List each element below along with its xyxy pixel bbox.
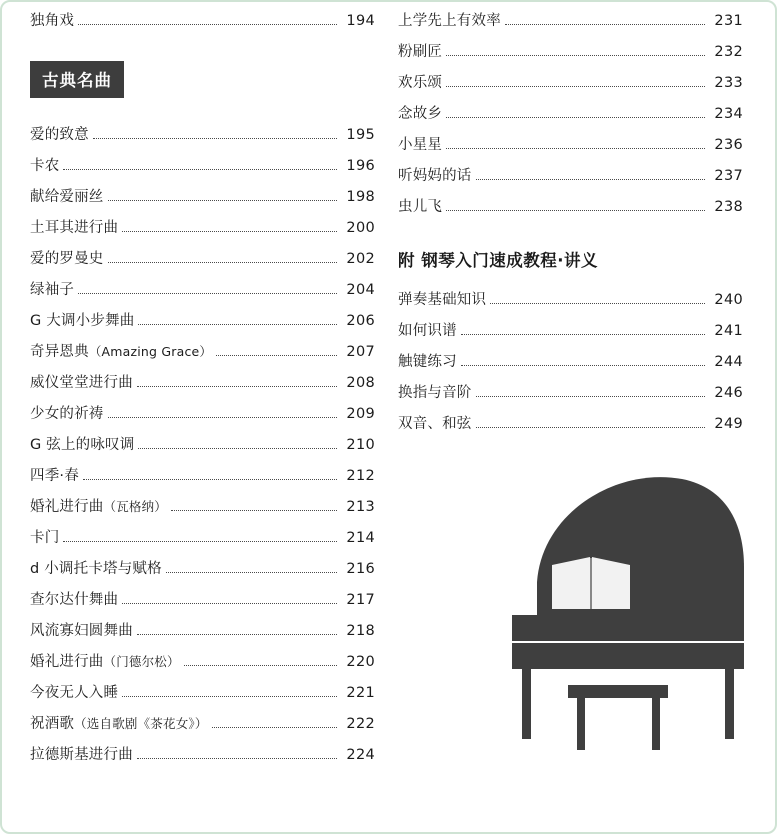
toc-entry-page: 222 (346, 716, 375, 733)
toc-leader-dots (461, 326, 705, 338)
toc-entry[interactable] (30, 492, 375, 523)
toc-entry-page: 233 (714, 75, 743, 92)
piano-case-front (512, 643, 744, 669)
piano-bench-leg-right (652, 698, 660, 750)
toc-leader-dots (78, 16, 337, 28)
toc-entry-title: 婚礼进行曲（门德尔松） (30, 654, 180, 671)
toc-entry-page: 240 (714, 292, 743, 309)
music-sheet (552, 557, 630, 609)
toc-entry[interactable] (398, 285, 743, 316)
toc-entry-title: 爱的罗曼史 (30, 251, 104, 268)
toc-entry[interactable] (30, 275, 375, 306)
toc-entry[interactable] (30, 616, 375, 647)
piano-keybed (512, 615, 744, 641)
toc-entry[interactable] (30, 554, 375, 585)
toc-entry-title: 祝酒歌（选自歌剧《茶花女》） (30, 716, 208, 733)
toc-entry-title: 今夜无人入睡 (30, 685, 119, 702)
toc-entry-title: 如何识谱 (398, 323, 457, 340)
toc-entry-page: 224 (346, 747, 375, 764)
toc-entry-page: 213 (346, 499, 375, 516)
toc-entry-page: 207 (346, 344, 375, 361)
toc-entry-title: 土耳其进行曲 (30, 220, 119, 237)
toc-entry-page: 221 (346, 685, 375, 702)
toc-entry-page: 218 (346, 623, 375, 640)
toc-leader-dots (137, 626, 337, 638)
toc-entry-title: 虫儿飞 (398, 199, 443, 216)
piano-bench-leg-left (577, 698, 585, 750)
toc-leader-dots (83, 471, 337, 483)
toc-entry-page: 241 (714, 323, 743, 340)
toc-entry-page: 195 (346, 127, 375, 144)
toc-leader-dots (93, 130, 337, 142)
toc-entry-page: 217 (346, 592, 375, 609)
toc-entry[interactable] (398, 37, 743, 68)
toc-leader-dots (446, 140, 705, 152)
toc-entry-page: 202 (346, 251, 375, 268)
piano-bench-seat (568, 685, 668, 698)
toc-entry-page: 234 (714, 106, 743, 123)
toc-entry[interactable] (398, 192, 743, 223)
toc-entry-title: 欢乐颂 (398, 75, 443, 92)
piano-leg-left (522, 669, 531, 739)
toc-section-classics (30, 61, 375, 771)
toc-entry[interactable] (398, 130, 743, 161)
toc-leader-dots (476, 388, 706, 400)
toc-entry[interactable] (398, 378, 743, 409)
toc-entry[interactable] (398, 316, 743, 347)
toc-block-left-top (30, 6, 375, 37)
toc-leader-dots (476, 171, 706, 183)
toc-entry[interactable] (30, 182, 375, 213)
toc-leader-dots (78, 285, 337, 297)
piano-svg (482, 457, 752, 757)
toc-leader-dots (476, 419, 706, 431)
toc-leader-dots (108, 409, 338, 421)
piano-leg-right (725, 669, 734, 739)
toc-entry[interactable] (30, 647, 375, 678)
toc-leader-dots (446, 78, 705, 90)
toc-entry-page: 246 (714, 385, 743, 402)
toc-entry[interactable] (30, 740, 375, 771)
toc-entry-title: 奇异恩典（Amazing Grace） (30, 344, 213, 361)
toc-entry-title: G 弦上的咏叹调 (30, 437, 135, 454)
toc-leader-dots (505, 16, 705, 28)
toc-entry-page: 232 (714, 44, 743, 61)
toc-leader-dots (212, 719, 337, 731)
toc-entry-title: 换指与音阶 (398, 385, 472, 402)
toc-leader-dots (122, 595, 337, 607)
toc-entry-title: 小星星 (398, 137, 443, 154)
grand-piano-illustration (482, 457, 752, 757)
toc-entry-title: 独角戏 (30, 13, 75, 30)
toc-entry-title: 粉刷匠 (398, 44, 443, 61)
toc-leader-dots (108, 192, 338, 204)
toc-leader-dots (216, 347, 337, 359)
toc-entry-page: 244 (714, 354, 743, 371)
toc-entry[interactable] (30, 399, 375, 430)
toc-entry[interactable] (30, 368, 375, 399)
toc-leader-dots (461, 357, 705, 369)
toc-entry-page: 237 (714, 168, 743, 185)
toc-entry-page: 220 (346, 654, 375, 671)
toc-leader-dots (184, 657, 337, 669)
toc-entry-page: 204 (346, 282, 375, 299)
toc-entry[interactable] (30, 709, 375, 740)
toc-leader-dots (108, 254, 338, 266)
toc-entry-title: 四季·春 (30, 468, 79, 485)
toc-leader-dots (166, 564, 337, 576)
toc-leader-dots (122, 223, 337, 235)
toc-entry-title: 弹奏基础知识 (398, 292, 487, 309)
toc-block-right-top (398, 6, 743, 223)
toc-entry[interactable] (398, 99, 743, 130)
toc-entry-page: 194 (346, 13, 375, 30)
toc-entry-page: 206 (346, 313, 375, 330)
toc-leader-dots (446, 109, 705, 121)
toc-entry[interactable] (30, 678, 375, 709)
toc-entry[interactable] (30, 523, 375, 554)
toc-entry-title: 献给爱丽丝 (30, 189, 104, 206)
toc-entry-title: 查尔达什舞曲 (30, 592, 119, 609)
toc-leader-dots (138, 440, 337, 452)
toc-entry-title: 双音、和弦 (398, 416, 472, 433)
toc-entry[interactable] (30, 6, 375, 37)
toc-entry-page: 196 (346, 158, 375, 175)
toc-leader-dots (137, 750, 337, 762)
toc-entry-page: 236 (714, 137, 743, 154)
toc-entry[interactable] (398, 6, 743, 37)
toc-entry[interactable] (398, 347, 743, 378)
toc-entry-title: 卡门 (30, 530, 60, 547)
toc-entry-title: 念故乡 (398, 106, 443, 123)
toc-entry-title: d 小调托卡塔与赋格 (30, 561, 162, 578)
toc-leader-dots (490, 295, 705, 307)
toc-leader-dots (446, 202, 705, 214)
toc-leader-dots (446, 47, 705, 59)
section-heading-chip: 古典名曲 (30, 61, 124, 98)
toc-section-appendix (398, 247, 743, 440)
toc-entry-page: 208 (346, 375, 375, 392)
toc-entry-title: 绿袖子 (30, 282, 75, 299)
toc-leader-dots (63, 533, 337, 545)
toc-entry-title: G 大调小步舞曲 (30, 313, 135, 330)
toc-entry[interactable] (30, 585, 375, 616)
toc-entry[interactable] (398, 161, 743, 192)
toc-leader-dots (122, 688, 337, 700)
toc-entry[interactable] (398, 68, 743, 99)
toc-entry-title: 听妈妈的话 (398, 168, 472, 185)
toc-column-right (398, 2, 743, 440)
toc-entry-title: 卡农 (30, 158, 60, 175)
toc-entry-page: 209 (346, 406, 375, 423)
toc-entry-title: 爱的致意 (30, 127, 89, 144)
toc-entry[interactable] (30, 244, 375, 275)
toc-column-left (30, 2, 375, 771)
toc-entry-title: 触键练习 (398, 354, 457, 371)
toc-leader-dots (137, 378, 337, 390)
toc-leader-dots (138, 316, 337, 328)
toc-entry[interactable] (30, 461, 375, 492)
toc-entry-title: 威仪堂堂进行曲 (30, 375, 133, 392)
toc-entry[interactable] (30, 306, 375, 337)
toc-entry-page: 214 (346, 530, 375, 547)
toc-entry[interactable] (30, 430, 375, 461)
toc-entry-title: 婚礼进行曲（瓦格纳） (30, 499, 168, 516)
toc-entry-title: 少女的祈祷 (30, 406, 104, 423)
toc-entry-page: 200 (346, 220, 375, 237)
toc-leader-dots (171, 502, 337, 514)
page-content (2, 2, 775, 832)
toc-entry-title: 拉德斯基进行曲 (30, 747, 133, 764)
toc-entry[interactable] (30, 120, 375, 151)
toc-entry-page: 231 (714, 13, 743, 30)
toc-entry-page: 249 (714, 416, 743, 433)
toc-entry-page: 210 (346, 437, 375, 454)
section-heading: 附 钢琴入门速成教程·讲义 (398, 251, 599, 270)
toc-entry-page: 212 (346, 468, 375, 485)
toc-entry[interactable] (30, 213, 375, 244)
toc-entry-title: 上学先上有效率 (398, 13, 501, 30)
toc-entry[interactable] (398, 409, 743, 440)
toc-entry-page: 238 (714, 199, 743, 216)
toc-entry-page: 216 (346, 561, 375, 578)
toc-entry[interactable] (30, 151, 375, 182)
toc-leader-dots (63, 161, 337, 173)
toc-entry-page: 198 (346, 189, 375, 206)
toc-entry-title: 风流寡妇圆舞曲 (30, 623, 133, 640)
toc-entry[interactable] (30, 337, 375, 368)
